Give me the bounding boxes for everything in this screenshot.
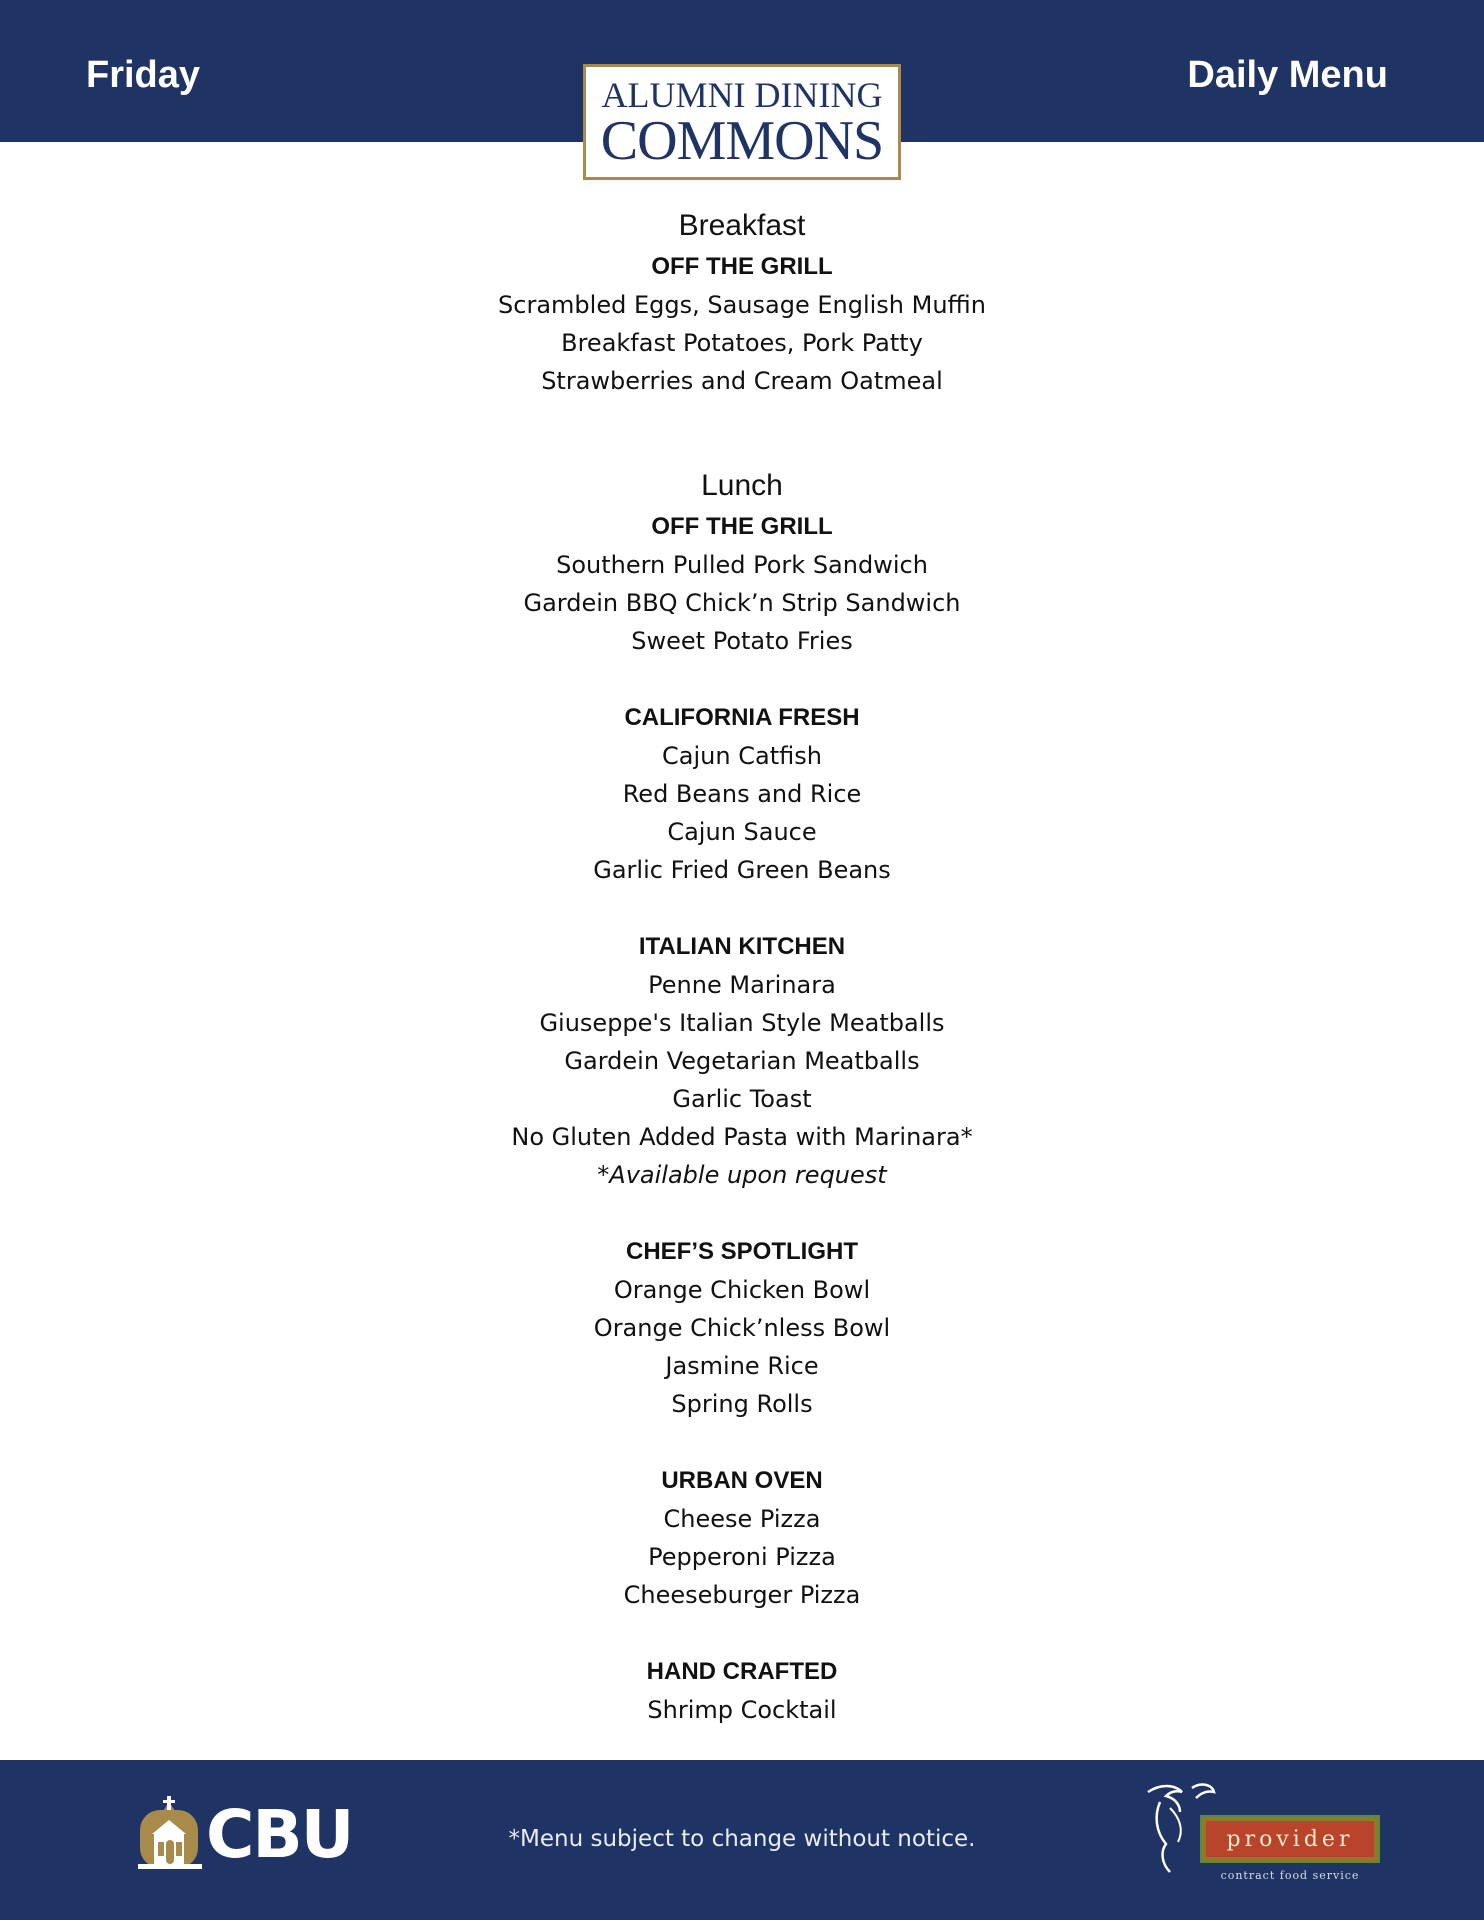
meal-title-breakfast: Breakfast	[678, 209, 806, 242]
menu-item: Penne Marinara	[648, 971, 836, 999]
station-title: URBAN OVEN	[661, 1467, 823, 1494]
menu-item: Breakfast Potatoes, Pork Patty	[561, 329, 923, 357]
menu-item: Sweet Potato Fries	[631, 627, 853, 655]
menu-item: Shrimp Cocktail	[647, 1696, 837, 1724]
logo-line-1: ALUMNI DINING	[601, 75, 883, 115]
meal-title-lunch: Lunch	[701, 469, 783, 502]
station-title: OFF THE GRILL	[651, 513, 833, 540]
station-title: CHEF’S SPOTLIGHT	[625, 1238, 858, 1265]
station-title: ITALIAN KITCHEN	[638, 933, 846, 960]
disclaimer-note: *Menu subject to change without notice.	[508, 1826, 976, 1852]
menu-item: Cheese Pizza	[663, 1505, 821, 1533]
menu-day: Friday	[86, 54, 201, 96]
menu-item: Southern Pulled Pork Sandwich	[556, 551, 928, 579]
dining-commons-logo	[583, 64, 901, 180]
menu-title: Daily Menu	[1187, 54, 1388, 96]
station-title: CALIFORNIA FRESH	[624, 704, 860, 731]
menu-item: Scrambled Eggs, Sausage English Muffin	[498, 291, 986, 319]
menu-content	[0, 204, 1484, 1729]
menu-item: Orange Chick’nless Bowl	[593, 1314, 891, 1342]
station-title: HAND CRAFTED	[646, 1658, 838, 1685]
menu-item: Jasmine Rice	[665, 1352, 819, 1380]
provider-logo	[1200, 1815, 1380, 1863]
menu-item: No Gluten Added Pasta with Marinara*	[511, 1123, 973, 1151]
menu-item: Cheeseburger Pizza	[623, 1581, 861, 1609]
menu-item: Cajun Sauce	[667, 818, 817, 846]
menu-item: Cajun Catfish	[662, 742, 822, 770]
logo-line-2: COMMONS	[600, 110, 884, 172]
station-title: OFF THE GRILL	[651, 253, 833, 280]
menu-item: Orange Chicken Bowl	[613, 1276, 871, 1304]
menu-item: Gardein BBQ Chick’n Strip Sandwich	[523, 589, 961, 617]
menu-item: Spring Rolls	[671, 1390, 813, 1418]
menu-item: Strawberries and Cream Oatmeal	[541, 367, 943, 395]
menu-item: Red Beans and Rice	[622, 780, 862, 808]
provider-logo-text: provider	[1206, 1821, 1374, 1857]
menu-item: Pepperoni Pizza	[648, 1543, 836, 1571]
menu-item: Gardein Vegetarian Meatballs	[564, 1047, 920, 1075]
provider-logo-subtext: contract food service	[1220, 1869, 1360, 1882]
menu-item: Garlic Fried Green Beans	[593, 856, 891, 884]
menu-item: Garlic Toast	[672, 1085, 812, 1113]
menu-item: Giuseppe's Italian Style Meatballs	[539, 1009, 945, 1037]
menu-note: *Available upon request	[597, 1161, 887, 1189]
cbu-logo-text: CBU	[206, 1796, 353, 1873]
